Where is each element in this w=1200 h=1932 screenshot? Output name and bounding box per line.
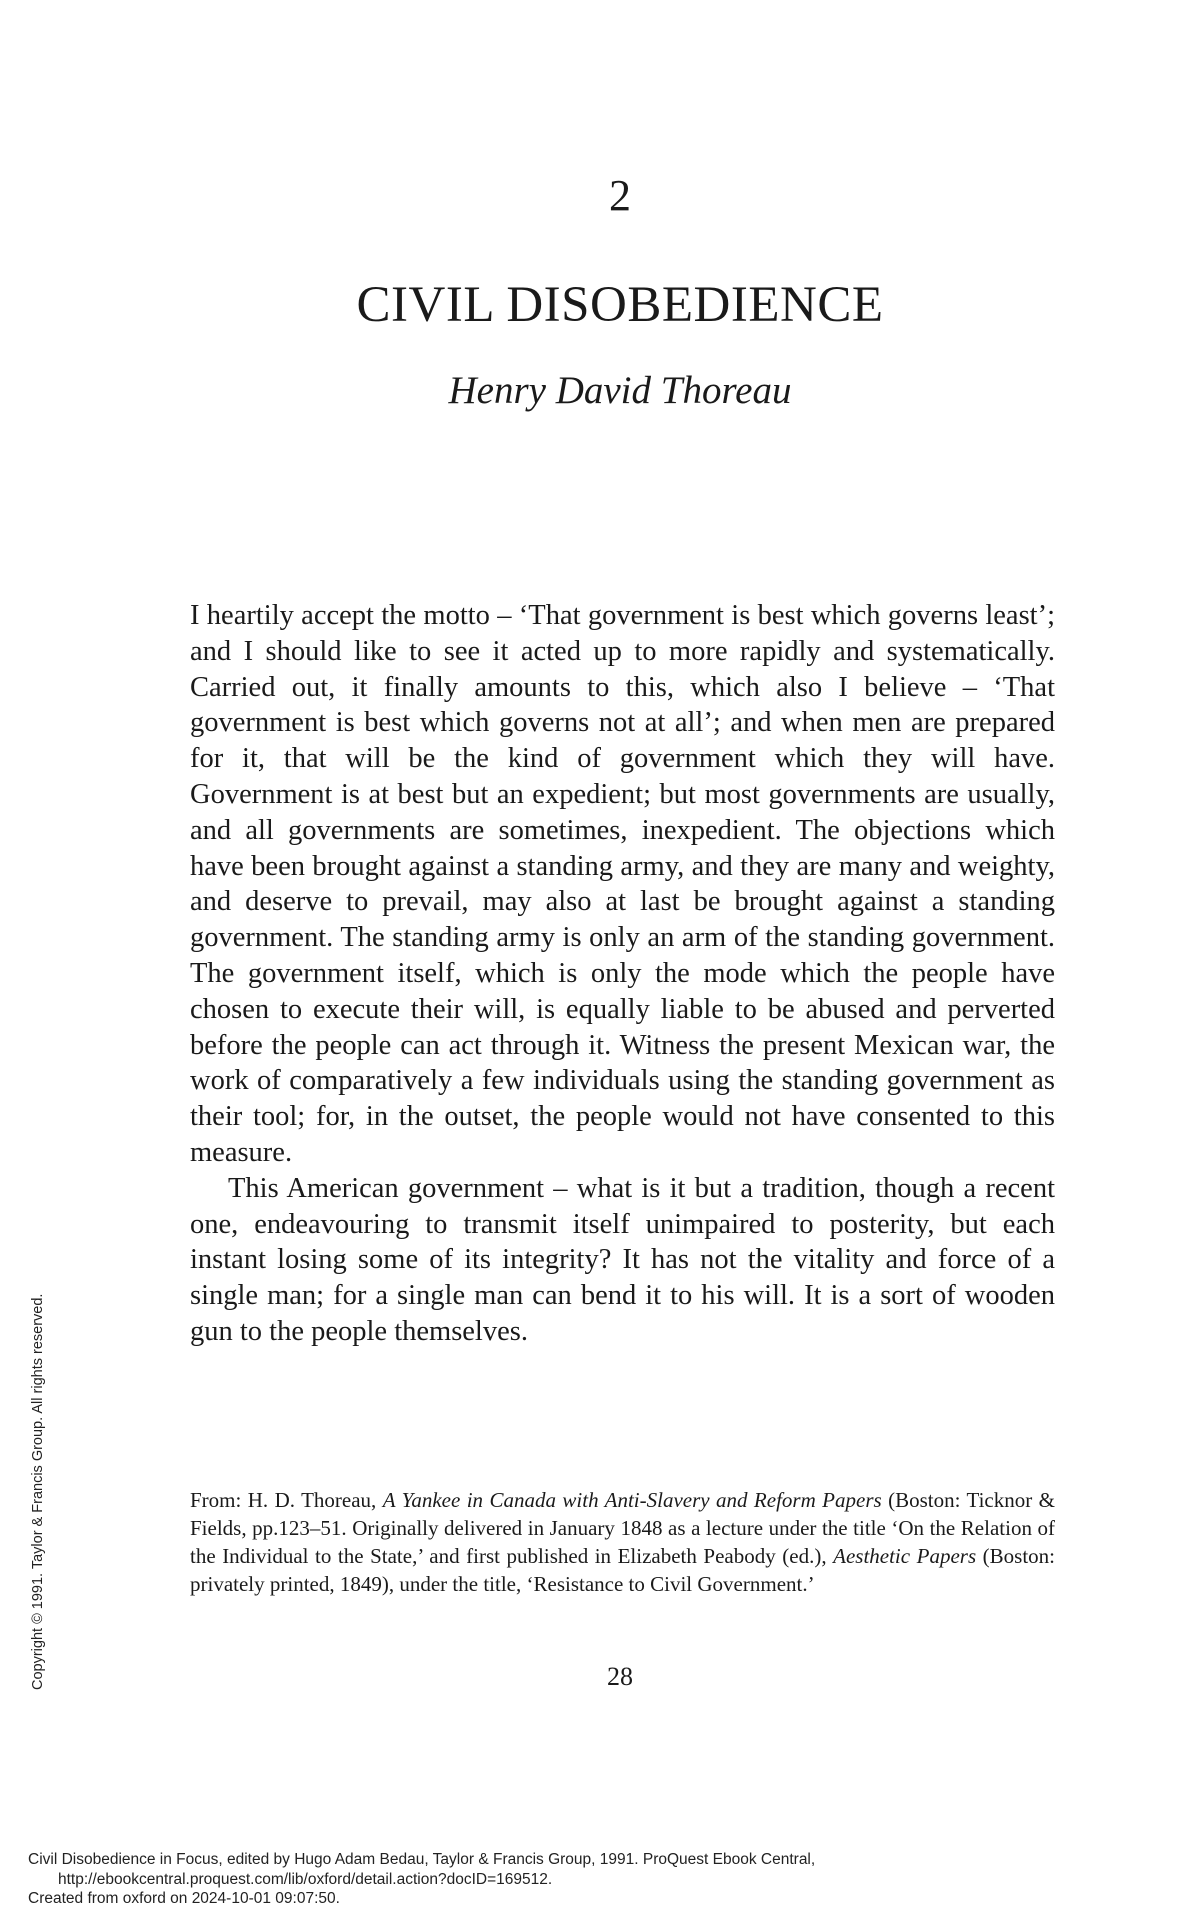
chapter-number: 2 [609, 171, 631, 220]
chapter-author: Henry David Thoreau [448, 369, 792, 412]
side-copyright-notice: Copyright © 1991. Taylor & Francis Group. All rights reserved. [30, 1293, 46, 1690]
footnote-middle: (Boston: Ticknor & Fields, pp.123–51. Originally delivered in January 1848 as a lecture under the title ‘On the Relation of the Individual to the State,’ and first published in Elizabeth Peabody (ed.), [190, 1488, 1055, 1568]
chapter-title: CIVIL DISOBEDIENCE [356, 277, 884, 333]
citation-created: Created from oxford on 2024-10-01 09:07:50. [28, 1890, 340, 1907]
citation-line: Civil Disobedience in Focus, edited by Hugo Adam Bedau, Taylor & Francis Group, 1991. ProQuest Ebook Central, [28, 1851, 816, 1868]
paragraph: This American government – what is it but a tradition, though a recent one, endeavouring to transmit itself unimpaired to posterity, but each instant losing some of its integrity? It has not the vitality and force of a single man; for a single man can bend it to his will. It is a sort of wooden gun to the people themselves. [190, 1172, 1055, 1347]
footnote-collection-title: Aesthetic Papers [833, 1544, 977, 1568]
footnote-prefix: From: H. D. Thoreau, [190, 1488, 383, 1512]
citation-url[interactable]: http://ebookcentral.proquest.com/lib/oxford/detail.action?docID=169512. [58, 1870, 553, 1888]
footnote-suffix: (Boston: privately printed, 1849), under the title, ‘Resistance to Civil Government.’ [190, 1544, 1056, 1596]
source-footnote [190, 1486, 1055, 1598]
paragraph: I heartily accept the motto – ‘That government is best which governs least’; and I should like to see it acted up to more rapidly and systematically. Carried out, it finally amounts to this, which also I believe – ‘That government is best which governs not at all’; and when men are prepared for it, that will be the kind of government which they will have. Government is at best but an expedient; but most governments are usually, and all governments are sometimes, inexpedient. The objections which have been brought against a standing army, and they are many and weighty, and deserve to prevail, may also at last be brought against a standing government. The standing army is only an arm of the standing government. The government itself, which is only the mode which the people have chosen to execute their will, is equally liable to be abused and perverted before the people can act through it. Witness the present Mexican war, the work of comparatively a few individuals using the standing government as their tool; for, in the outset, the people would not have consented to this measure. [190, 600, 1055, 1168]
body-text [190, 598, 1055, 1350]
page-number: 28 [607, 1662, 633, 1691]
footnote-book-title: A Yankee in Canada with Anti-Slavery and Reform Papers [382, 1488, 882, 1512]
citation-footer [28, 1850, 1188, 1909]
